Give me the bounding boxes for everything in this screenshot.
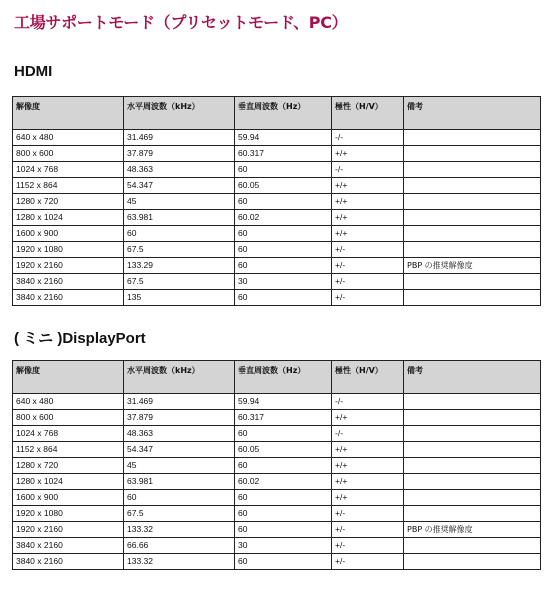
cell-resolution: 3840 x 2160 [13,538,124,554]
table-row [13,162,541,178]
cell-resolution: 1600 x 900 [13,226,124,242]
section-heading-hdmi: HDMI [14,63,53,80]
cell-horizontal-frequency: 48.363 [124,426,235,442]
cell-vertical-frequency: 60 [235,226,332,242]
cell-horizontal-frequency: 48.363 [124,162,235,178]
cell-polarity: -/- [332,130,404,146]
cell-horizontal-frequency: 45 [124,458,235,474]
cell-vertical-frequency: 60 [235,426,332,442]
cell-notes [404,210,541,226]
cell-polarity: +/+ [332,474,404,490]
cell-vertical-frequency: 60.05 [235,442,332,458]
cell-resolution: 1600 x 900 [13,490,124,506]
cell-notes: PBP の推奨解像度 [404,258,541,274]
cell-resolution: 800 x 600 [13,410,124,426]
table-row [13,410,541,426]
column-header-resolution: 解像度 [13,361,124,394]
table-row [13,426,541,442]
cell-horizontal-frequency: 31.469 [124,130,235,146]
cell-resolution: 1920 x 2160 [13,522,124,538]
table-row [13,458,541,474]
cell-vertical-frequency: 59.94 [235,394,332,410]
column-header-polarity: 極性（H/V） [332,97,404,130]
column-header-polarity: 極性（H/V） [332,361,404,394]
table-row [13,274,541,290]
cell-polarity: +/+ [332,458,404,474]
table-row [13,522,541,538]
cell-vertical-frequency: 60 [235,242,332,258]
cell-vertical-frequency: 30 [235,274,332,290]
cell-resolution: 1280 x 720 [13,194,124,210]
cell-polarity: +/+ [332,178,404,194]
table-row [13,554,541,570]
table-row [13,146,541,162]
cell-vertical-frequency: 60 [235,290,332,306]
column-header-vertical-frequency: 垂直周波数（Hz） [235,361,332,394]
cell-polarity: +/- [332,538,404,554]
column-header-notes: 備考 [404,97,541,130]
cell-vertical-frequency: 60.317 [235,146,332,162]
cell-polarity: -/- [332,162,404,178]
cell-resolution: 1280 x 720 [13,458,124,474]
hdmi-timing-table [12,96,541,306]
cell-horizontal-frequency: 31.469 [124,394,235,410]
cell-notes [404,474,541,490]
cell-notes [404,442,541,458]
column-header-resolution: 解像度 [13,97,124,130]
table-row [13,394,541,410]
cell-polarity: +/- [332,554,404,570]
table-row [13,290,541,306]
cell-resolution: 640 x 480 [13,130,124,146]
cell-horizontal-frequency: 37.879 [124,146,235,162]
table-header-row [13,361,541,394]
cell-polarity: -/- [332,394,404,410]
cell-horizontal-frequency: 67.5 [124,506,235,522]
cell-resolution: 3840 x 2160 [13,274,124,290]
cell-horizontal-frequency: 67.5 [124,242,235,258]
cell-resolution: 1280 x 1024 [13,474,124,490]
cell-resolution: 3840 x 2160 [13,554,124,570]
cell-polarity: +/+ [332,194,404,210]
cell-resolution: 1024 x 768 [13,162,124,178]
cell-polarity: +/+ [332,146,404,162]
table-row [13,178,541,194]
section-heading-displayport: ( ミニ )DisplayPort [14,330,146,347]
table-row [13,474,541,490]
cell-horizontal-frequency: 66.66 [124,538,235,554]
cell-vertical-frequency: 60 [235,194,332,210]
cell-vertical-frequency: 60 [235,490,332,506]
cell-notes [404,410,541,426]
table-row [13,442,541,458]
cell-vertical-frequency: 60.02 [235,474,332,490]
column-header-notes: 備考 [404,361,541,394]
cell-notes [404,178,541,194]
table-row [13,538,541,554]
cell-vertical-frequency: 59.94 [235,130,332,146]
cell-polarity: +/- [332,274,404,290]
cell-polarity: +/- [332,506,404,522]
table-row [13,242,541,258]
cell-notes [404,194,541,210]
cell-polarity: +/- [332,258,404,274]
table-row [13,506,541,522]
cell-vertical-frequency: 60 [235,506,332,522]
cell-notes: PBP の推奨解像度 [404,522,541,538]
table-row [13,258,541,274]
table-row [13,130,541,146]
cell-polarity: +/- [332,242,404,258]
cell-horizontal-frequency: 67.5 [124,274,235,290]
cell-horizontal-frequency: 63.981 [124,210,235,226]
cell-horizontal-frequency: 54.347 [124,442,235,458]
cell-resolution: 1920 x 2160 [13,258,124,274]
cell-resolution: 800 x 600 [13,146,124,162]
cell-notes [404,162,541,178]
cell-resolution: 1152 x 864 [13,178,124,194]
cell-polarity: +/+ [332,490,404,506]
cell-horizontal-frequency: 60 [124,490,235,506]
cell-horizontal-frequency: 133.32 [124,522,235,538]
cell-notes [404,554,541,570]
cell-notes [404,226,541,242]
cell-polarity: +/+ [332,442,404,458]
cell-resolution: 1152 x 864 [13,442,124,458]
cell-vertical-frequency: 60 [235,458,332,474]
cell-notes [404,426,541,442]
table-row [13,194,541,210]
table-header-row [13,97,541,130]
table-row [13,226,541,242]
cell-horizontal-frequency: 133.29 [124,258,235,274]
cell-notes [404,538,541,554]
column-header-horizontal-frequency: 水平周波数（kHz） [124,361,235,394]
cell-vertical-frequency: 30 [235,538,332,554]
cell-notes [404,130,541,146]
column-header-vertical-frequency: 垂直周波数（Hz） [235,97,332,130]
cell-notes [404,274,541,290]
cell-resolution: 1920 x 1080 [13,242,124,258]
cell-resolution: 1280 x 1024 [13,210,124,226]
cell-horizontal-frequency: 60 [124,226,235,242]
cell-horizontal-frequency: 135 [124,290,235,306]
cell-notes [404,146,541,162]
cell-resolution: 3840 x 2160 [13,290,124,306]
cell-horizontal-frequency: 45 [124,194,235,210]
cell-polarity: +/- [332,522,404,538]
cell-notes [404,394,541,410]
cell-polarity: +/+ [332,410,404,426]
cell-resolution: 1024 x 768 [13,426,124,442]
page-title: 工場サポートモード（プリセットモード、PC） [14,13,348,32]
column-header-horizontal-frequency: 水平周波数（kHz） [124,97,235,130]
cell-notes [404,290,541,306]
cell-horizontal-frequency: 63.981 [124,474,235,490]
cell-polarity: +/+ [332,226,404,242]
cell-horizontal-frequency: 37.879 [124,410,235,426]
cell-horizontal-frequency: 54.347 [124,178,235,194]
table-row [13,210,541,226]
cell-notes [404,506,541,522]
cell-vertical-frequency: 60.02 [235,210,332,226]
cell-vertical-frequency: 60.05 [235,178,332,194]
cell-vertical-frequency: 60.317 [235,410,332,426]
displayport-timing-table [12,360,541,570]
cell-notes [404,242,541,258]
table-row [13,490,541,506]
cell-notes [404,458,541,474]
cell-resolution: 640 x 480 [13,394,124,410]
cell-notes [404,490,541,506]
cell-vertical-frequency: 60 [235,554,332,570]
cell-horizontal-frequency: 133.32 [124,554,235,570]
cell-polarity: +/+ [332,210,404,226]
cell-resolution: 1920 x 1080 [13,506,124,522]
cell-vertical-frequency: 60 [235,162,332,178]
cell-polarity: -/- [332,426,404,442]
cell-vertical-frequency: 60 [235,522,332,538]
cell-vertical-frequency: 60 [235,258,332,274]
cell-polarity: +/- [332,290,404,306]
